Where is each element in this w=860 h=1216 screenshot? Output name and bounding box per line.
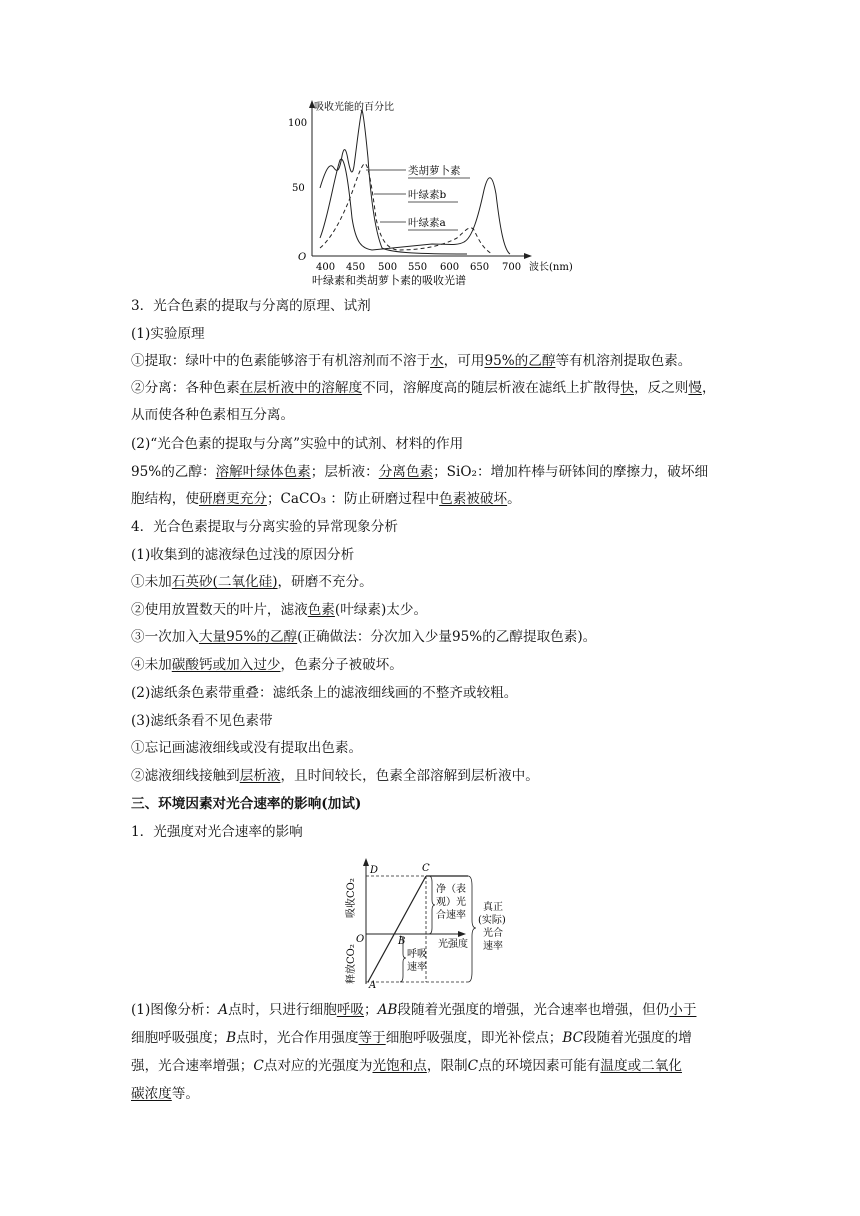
fig2-true-label: 速率 <box>483 941 503 952</box>
fig1-ytick-100: 100 <box>288 118 308 129</box>
anomaly-1: ①未加石英砂(二氧化硅)，研磨不充分。 <box>131 574 373 590</box>
fig1-legend-chl-b: 叶绿素b <box>408 189 447 201</box>
fig2-true-label: 真正 <box>483 902 503 913</box>
fig2-y-up-label: 吸收CO₂ <box>346 878 357 918</box>
reagents-line-1: 95%的乙醇：溶解叶绿体色素；层析液：分离色素；SiO₂：增加杵棒与研钵间的摩擦力，破坏细 <box>131 464 709 480</box>
fig2-x-arrow <box>458 931 466 937</box>
fig1-ylabel: 吸收光能的百分比 <box>314 102 394 113</box>
heading-3: 三、环境因素对光合速率的影响(加试) <box>131 796 362 812</box>
fig1-x-arrow <box>524 253 532 259</box>
section-3-2: (2)“光合色素的提取与分离”实验中的试剂、材料的作用 <box>131 436 464 452</box>
cause-1: ①忘记画滤液细线或没有提取出色素。 <box>131 740 363 756</box>
graph-analysis-1: (1)图像分析：A点时，只进行细胞呼吸；AB段随着光强度的增强，光合速率也增强，但仍小于 <box>131 1002 697 1018</box>
fig2-y-arrow <box>363 858 369 866</box>
fig2-net-label: 净（表 <box>436 884 466 895</box>
fig2-point-C: C <box>422 863 430 874</box>
fig1-legend-chl-a: 叶绿素a <box>408 217 446 229</box>
fig1-xtick: 550 <box>408 262 428 273</box>
fig2-net-brace <box>429 876 435 934</box>
fig2-true-label: 光合 <box>483 928 503 939</box>
graph-analysis-2: 细胞呼吸强度；B点时，光合作用强度等于细胞呼吸强度，即光补偿点；BC段随着光强度的增 <box>131 1030 692 1046</box>
fig2-point-O: O <box>356 934 365 945</box>
fig1-xtick: 450 <box>346 262 366 273</box>
fig1-origin: O <box>298 252 307 263</box>
anomaly-2: ②使用放置数天的叶片，滤液色素(叶绿素)太少。 <box>131 602 428 618</box>
separation-principle-cont: 从而使各种色素相互分离。 <box>131 407 295 423</box>
fig1-xtick: 400 <box>316 262 336 273</box>
fig2-y-down-label: 释放CO₂ <box>346 944 357 984</box>
fig1-xtick: 500 <box>378 262 398 273</box>
fig2-net-label: 观）光 <box>436 897 466 908</box>
fig2-true-label: (实际) <box>478 915 506 926</box>
fig1-xtick: 700 <box>502 262 522 273</box>
fig1-legend-carotenoid: 类胡萝卜素 <box>408 165 461 177</box>
fig2-true-brace <box>468 876 476 982</box>
fig2-x-label: 光强度 <box>438 939 468 950</box>
fig2-point-A: A <box>369 980 377 990</box>
fig1-ytick-50: 50 <box>292 183 305 194</box>
fig2-resp-label: 呼吸 <box>407 949 427 960</box>
fig1-caption: 叶绿素和类胡萝卜素的吸收光谱 <box>312 274 466 287</box>
light-intensity-figure <box>340 856 530 990</box>
section-4-1: (1)收集到的滤液绿色过浅的原因分析 <box>131 547 355 563</box>
fig2-point-D: D <box>370 865 379 876</box>
heading-3-1: 1．光强度对光合速率的影响 <box>131 824 303 840</box>
fig1-xlabel: 波长(nm) <box>529 262 573 273</box>
reagents-line-2: 胞结构，使研磨更充分；CaCO₃ ：防止研磨过程中色素被破坏。 <box>131 491 521 507</box>
separation-principle: ②分离：各种色素在层析液中的溶解度不同，溶解度高的随层析液在滤纸上扩散得快，反之则慢， <box>131 380 716 396</box>
graph-analysis-3: 强，光合速率增强；C点对应的光强度为光饱和点，限制C点的环境因素可能有温度或二氧化 <box>131 1058 682 1074</box>
extraction-principle: ①提取：绿叶中的色素能够溶于有机溶剂而不溶于水，可用95%的乙醇等有机溶剂提取色素。 <box>131 353 692 369</box>
fig1-xtick: 650 <box>470 262 490 273</box>
anomaly-3: ③一次加入大量95%的乙醇(正确做法：分次加入少量95%的乙醇提取色素)。 <box>131 629 597 645</box>
section-4-3: (3)滤纸条看不见色素带 <box>131 713 273 729</box>
section-3-1: (1)实验原理 <box>131 326 205 342</box>
fig2-resp-label: 速率 <box>407 962 427 973</box>
anomaly-4: ④未加碳酸钙或加入过少，色素分子被破坏。 <box>131 657 403 673</box>
absorption-spectrum-figure <box>282 98 582 290</box>
cause-2: ②滤液细线接触到层析液，且时间较长，色素全部溶解到层析液中。 <box>131 768 539 784</box>
graph-analysis-4: 碳浓度等。 <box>131 1086 199 1102</box>
section-4-2: (2)滤纸条色素带重叠：滤纸条上的滤液细线画的不整齐或较粗。 <box>131 685 518 701</box>
fig1-xtick: 600 <box>440 262 460 273</box>
fig1-carotenoid-curve <box>320 110 467 254</box>
fig2-net-label: 合速率 <box>436 910 466 921</box>
section-4-title: 4．光合色素提取与分离实验的异常现象分析 <box>131 519 398 535</box>
section-3-title: 3．光合色素的提取与分离的原理、试剂 <box>131 298 371 314</box>
fig2-point-B: B <box>398 936 406 947</box>
